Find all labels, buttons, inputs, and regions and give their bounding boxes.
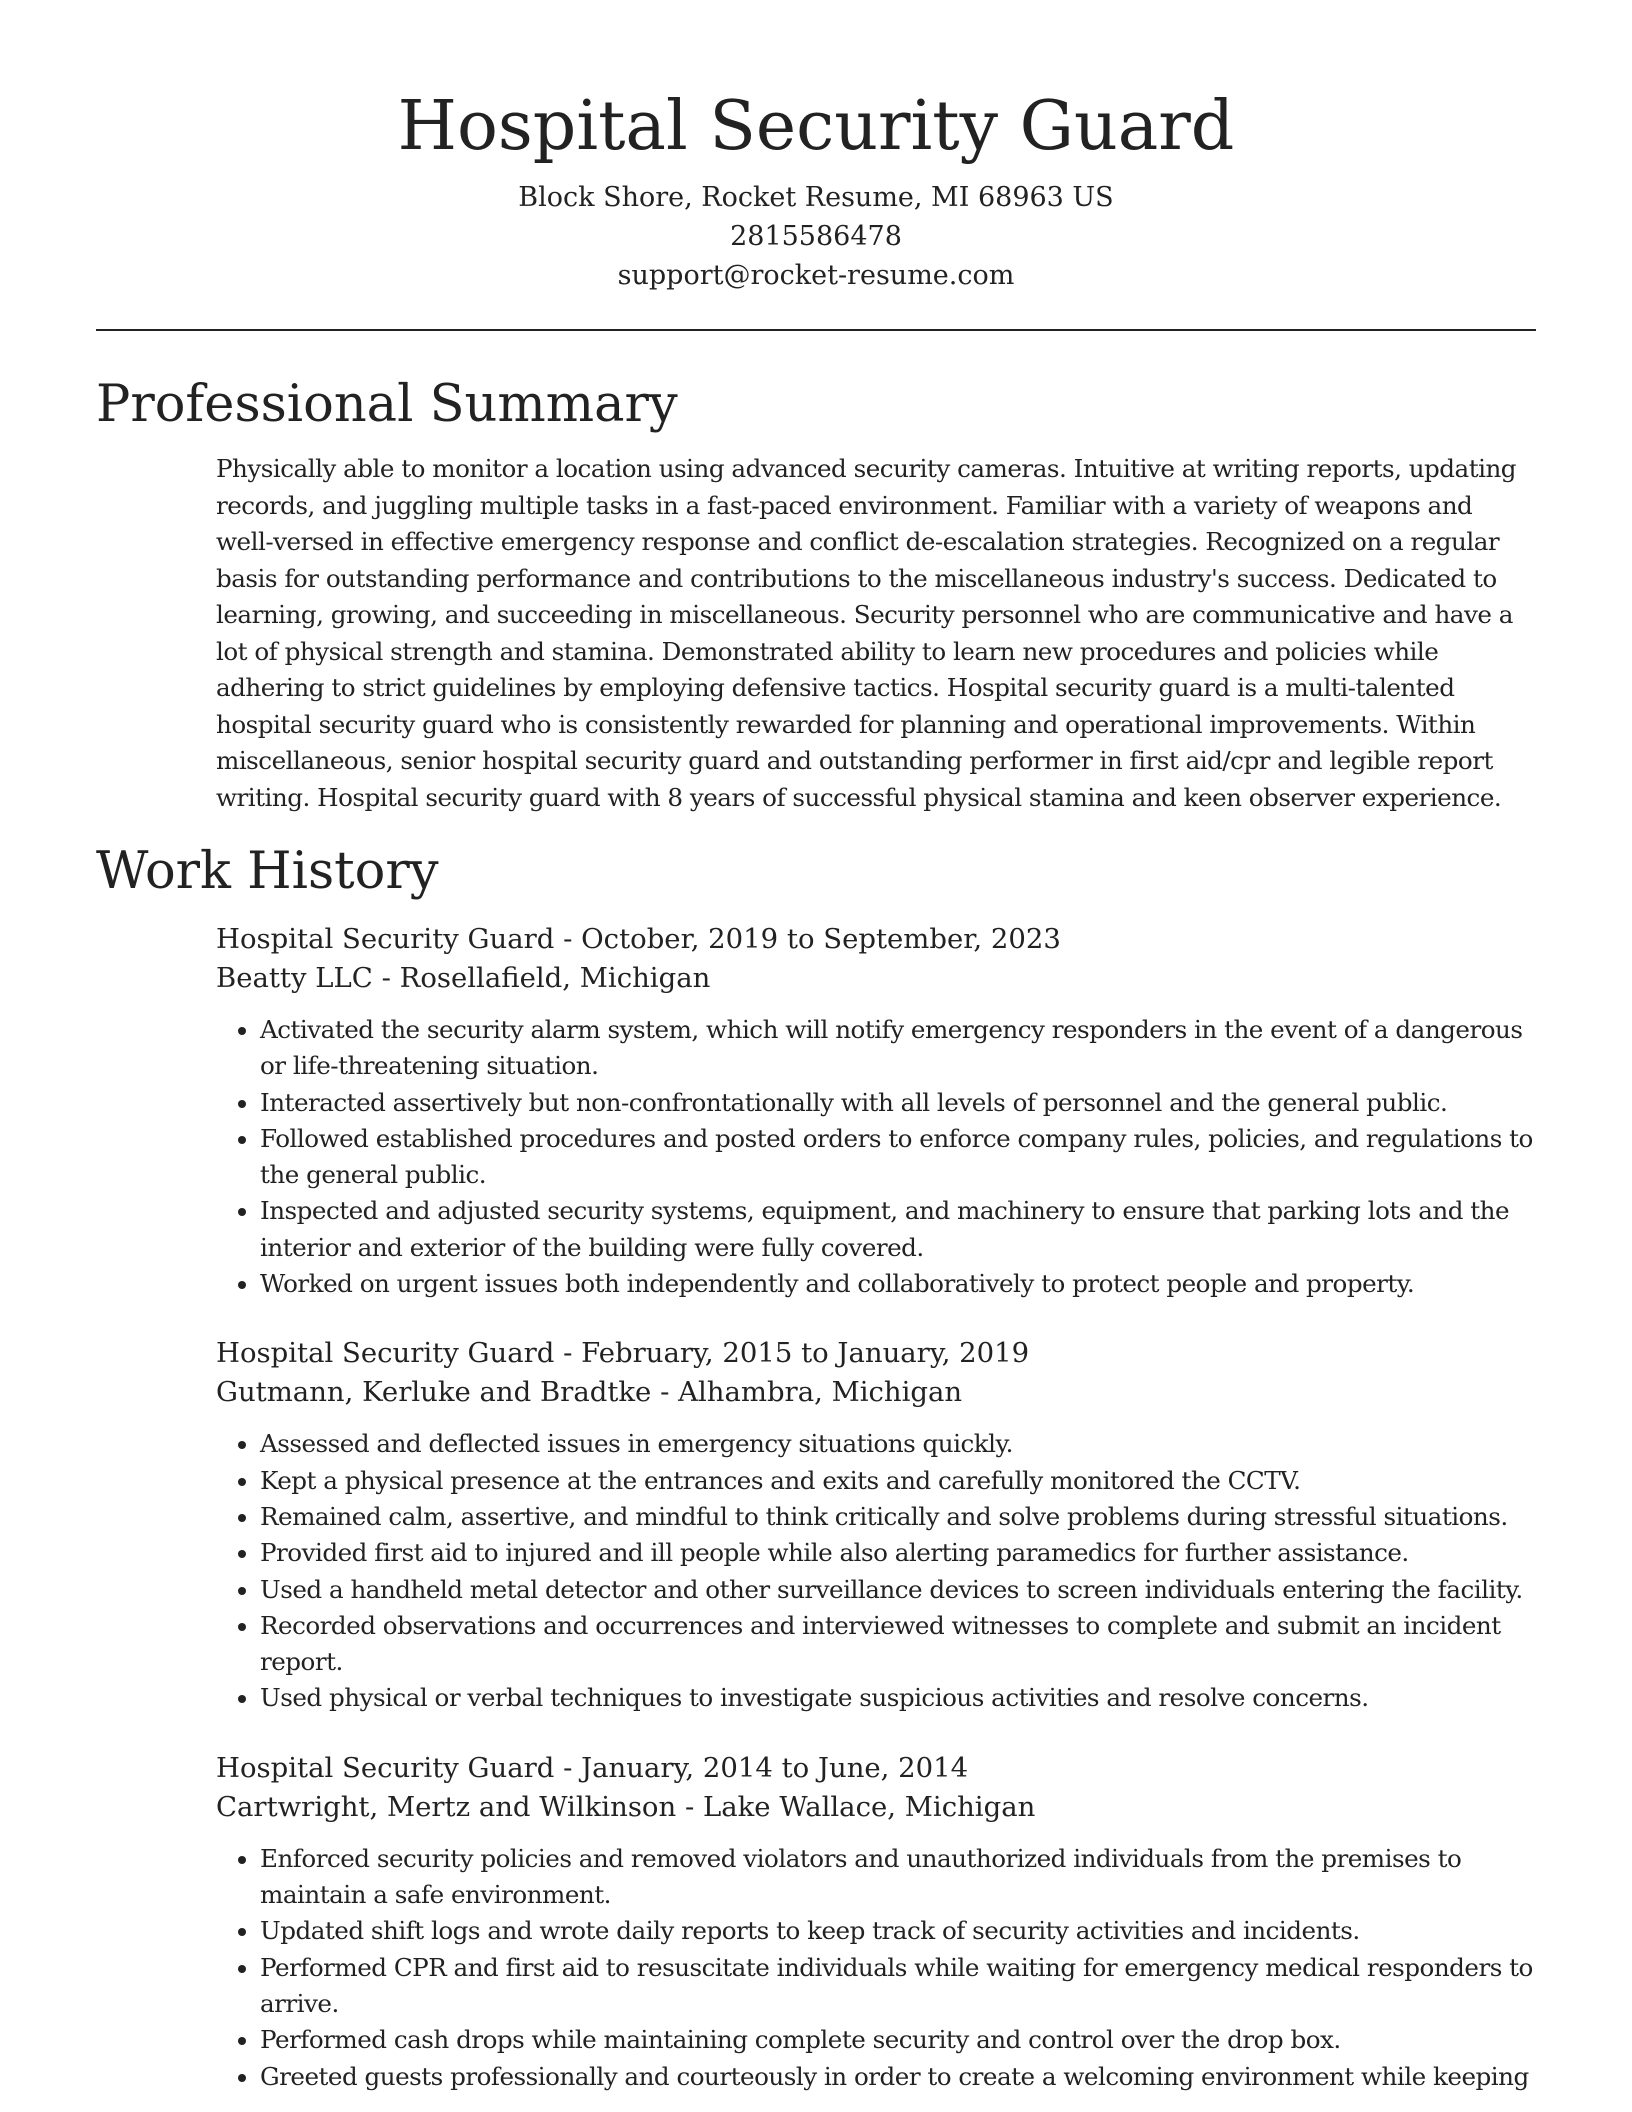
job-bullet: • Recorded observations and occurrences and interviewed witnesses to complete and submit an incident report.: [260, 1608, 1536, 1681]
contact-email: support@rocket-resume.com: [617, 260, 1015, 291]
job-bullet: • Activated the security alarm system, which will notify emergency responders in the event of a dangerous or life-threatening situation.: [260, 1012, 1536, 1085]
job-bullet: • Updated shift logs and wrote daily reports to keep track of security activities and incidents.: [260, 1913, 1536, 1949]
contact-address: Block Shore, Rocket Resume, MI 68963 US: [518, 182, 1114, 213]
job-bullet: • Assessed and deflected issues in emergency situations quickly.: [260, 1426, 1536, 1462]
job-location: Lake Wallace, Michigan: [702, 1790, 1036, 1823]
job-dates: January, 2014 to June, 2014: [581, 1751, 969, 1784]
contact-block: [96, 178, 1536, 295]
job-title: Hospital Security Guard: [216, 1337, 555, 1370]
job-entry: [216, 1749, 1536, 2095]
work-history-heading: Work History: [96, 842, 439, 901]
job-entry: [216, 920, 1536, 1302]
resume-page: [96, 0, 1536, 2095]
job-entry: [216, 1334, 1536, 1716]
job-bullet: • Greeted guests professionally and courteously in order to create a welcoming environment while keeping: [260, 2059, 1536, 2095]
jobs-list: [216, 920, 1536, 2095]
job-title: Hospital Security Guard: [216, 923, 555, 955]
job-bullet: • Followed established procedures and posted orders to enforce company rules, policies, and regulations to the general public.: [260, 1121, 1536, 1194]
job-company-line: Beatty LLC - Rosellafield, Michigan: [216, 962, 711, 994]
job-bullet: • Used a handheld metal detector and other surveillance devices to screen individuals entering the facility.: [260, 1572, 1536, 1608]
job-dates: October, 2019 to September, 2023: [581, 923, 1061, 955]
job-bullet: • Kept a physical presence at the entrances and exits and carefully monitored the CCTV.: [260, 1463, 1536, 1499]
job-title: Hospital Security Guard: [216, 1751, 555, 1784]
job-company: Gutmann, Kerluke and Bradtke: [216, 1376, 652, 1409]
job-bullet: • Provided first aid to injured and ill people while also alerting paramedics for further assistance.: [260, 1535, 1536, 1571]
resume-name: Hospital Security Guard: [397, 87, 1235, 166]
job-bullets: [216, 1012, 1536, 1302]
job-title-line: Hospital Security Guard - October, 2019 to September, 2023: [216, 923, 1061, 955]
job-bullet: • Used physical or verbal techniques to investigate suspicious activities and resolve concerns.: [260, 1680, 1536, 1716]
job-bullets: [216, 1841, 1536, 2095]
job-dates: February, 2015 to January, 2019: [581, 1337, 1030, 1370]
job-company-line: Cartwright, Mertz and Wilkinson - Lake Wallace, Michigan: [216, 1790, 1036, 1823]
summary-heading: Professional Summary: [96, 375, 678, 434]
job-company-line: Gutmann, Kerluke and Bradtke - Alhambra, Michigan: [216, 1376, 963, 1409]
job-location: Alhambra, Michigan: [678, 1376, 963, 1409]
job-title-line: Hospital Security Guard - January, 2014 to June, 2014: [216, 1751, 969, 1784]
job-bullet: • Enforced security policies and removed violators and unauthorized individuals from the premises to maintain a safe environment.: [260, 1841, 1536, 1914]
contact-phone: 2815586478: [730, 221, 902, 252]
job-company: Cartwright, Mertz and Wilkinson: [216, 1790, 677, 1823]
job-company: Beatty LLC: [216, 962, 373, 994]
job-location: Rosellafield, Michigan: [399, 962, 711, 994]
job-bullet: • Remained calm, assertive, and mindful to think critically and solve problems during stressful situations.: [260, 1499, 1536, 1535]
job-title-line: Hospital Security Guard - February, 2015 to January, 2019: [216, 1337, 1030, 1370]
header-divider: [96, 329, 1536, 331]
summary-text: Physically able to monitor a location using advanced security cameras. Intuitive at writing reports, updating records, and juggling multiple tasks in a fast-paced environment. Familiar with a variety of weapons and well-versed in effective emergency response and conflict de-escalation strategies. Recognized on a regular basis for outstanding performance and contributions to the miscellaneous industry's success. Dedicated to learning, growing, and succeeding in miscellaneous. Security personnel who are communicative and have a lot of physical strength and stamina. Demonstrated ability to learn new procedures and policies while adhering to strict guidelines by employing defensive tactics. Hospital security guard is a multi-talented hospital security guard who is consistently rewarded for planning and operational improvements. Within miscellaneous, senior hospital security guard and outstanding performer in first aid/cpr and legible report writing. Hospital security guard with 8 years of successful physical stamina and keen observer experience.: [216, 454, 1517, 812]
job-bullets: [216, 1426, 1536, 1716]
job-bullet: • Performed CPR and first aid to resuscitate individuals while waiting for emergency medical responders to arrive.: [260, 1950, 1536, 2023]
job-bullet: • Performed cash drops while maintaining complete security and control over the drop box.: [260, 2022, 1536, 2058]
job-bullet: • Inspected and adjusted security systems, equipment, and machinery to ensure that parking lots and the interior and exterior of the building were fully covered.: [260, 1193, 1536, 1266]
job-bullet: • Worked on urgent issues both independently and collaboratively to protect people and property.: [260, 1266, 1536, 1302]
job-bullet: • Interacted assertively but non-confrontationally with all levels of personnel and the general public.: [260, 1085, 1536, 1121]
